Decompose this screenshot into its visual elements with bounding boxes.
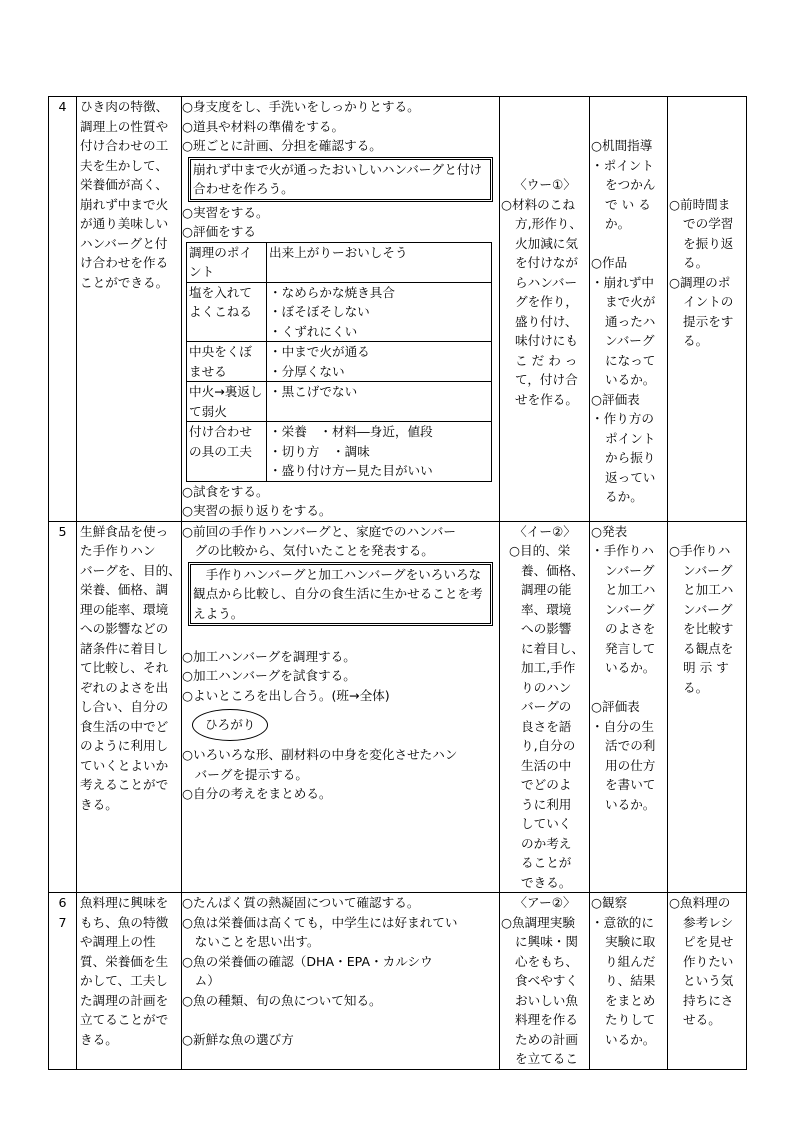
table-row [187,342,492,382]
point-cell: 中火→裏返して弱火 [187,382,267,422]
point-cell: 付け合わせの具の工夫 [187,422,267,482]
step-number: 6 7 [49,893,77,1070]
table-row-6-7 [49,893,747,1070]
items-cell: ・中まで火が通る ・分厚くない [267,342,492,382]
evaluation-cell: ○観察 ・意欲的に 実験に取 り組んだ り、結果 をまとめ たりして いるか。 [590,893,668,1070]
support-cell: ○前時間ま での学習 を振り返 る。 ○調理のポ イントの 提示をす る。 [668,97,747,522]
lesson-goal-box: 崩れず中まで火が通ったおいしいハンバーグと付け合わせを作ろう。 [188,157,493,202]
table-row-5 [49,521,747,893]
evaluation-table [186,242,492,482]
table-row [187,242,492,282]
evaluation-cell: ○机間指導 ・ポイント をつかん で い る か。 ○作品 ・崩れず中 まで火が 通ったハ ンバーグ になって いるか。 ○評価表 ・作り方の ポイント から振り 返ってい るか。 [590,97,668,522]
point-cell: 塩を入れてよくこねる [187,282,267,342]
hirogari-bubble: ひろがり [192,709,268,741]
evaluation-cell: ○発表 ・手作りハ ンバーグ と加工ハ ンバーグ のよさを 発言して いるか。 ○評価表 ・自分の生 活での利 用の仕方 を書いて いるか。 [590,521,668,893]
aim-cell: ひき肉の特徴、 調理上の性質や 付け合わせの工 夫を生かして、 栄養価が高く、 崩れず中まで火 が通り美味しい ハンバーグと付 け合わせを作る ことができる。 [77,97,182,522]
items-cell: ・なめらかな焼き具合 ・ぼそぼそしない ・くずれにくい [267,282,492,342]
header-point: 調理のポイント [187,242,267,282]
table-row [187,382,492,422]
table-row-4 [49,97,747,522]
header-result: 出来上がりーおいしそう [267,242,492,282]
viewpoint-cell: 〈イー②〉 ○目的、栄 養、価格、 調理の能 率、環境 への影響 に着目し、 加工,手作 りのハン バーグの 良さを語 り,自分の 生活の中 でどのよ うに利用 していく のか考え ることが できる。 [500,521,590,893]
table-row [187,422,492,482]
step-number: 5 [49,521,77,893]
point-cell: 中央をくぼませる [187,342,267,382]
lesson-plan-table [48,96,747,1070]
aim-cell: 生鮮食品を使っ た手作りハン バーグを、目的、 栄養、価格、調 理の能率、環境 への影響などの 諸条件に着目し て比較し、それ ぞれのよさを出 し合い、自分の 食生活の中でど のように利用し ていくとよいか 考えることがで きる。 [77,521,182,893]
items-cell: ・栄養 ・材料―身近，値段 ・切り方 ・調味 ・盛り付け方ー見た目がいい [267,422,492,482]
activity-cell: ○身支度をし、手洗いをしっかりとする。 ○道具や材料の準備をする。 ○班ごとに計画、分担を確認する。 崩れず中まで火が通ったおいしいハンバーグと付け合わせを作ろう。 ○実習をする。 ○評価をする 調理のポイント 出来上がりーおいしそう 塩を入れてよくこねる ・なめらかな焼き具合 ・ぼそぼそしない ・くずれにくい 中央をくぼませる ・中まで火が通る ・分厚くない 中火→裏返して弱火 ・黒こげでない 付け合わせの具の工夫 ・栄養 ・材料―身近，値段 ・切り方 ・調味 ・盛り付け方ー見た目がいい ○試食をする。 ○実習の振り返りをする。 [182,97,500,522]
support-cell: ○魚料理の 参考レシ ピを見せ 作りたい という気 持ちにさ せる。 [668,893,747,1070]
items-cell: ・黒こげでない [267,382,492,422]
step-number: 4 [49,97,77,522]
activity-cell: ○前回の手作りハンバーグと、家庭でのハンバー グの比較から、気付いたことを発表する。 手作りハンバーグと加工ハンバーグをいろいろな観点から比較し、自分の食生活に生かせることを考えよう。 ○加工ハンバーグを調理する。 ○加工ハンバーグを試食する。 ○よいところを出し合う。(班→全体) ひろがり ○いろいろな形、副材料の中身を変化させたハン バーグを提示する。 ○自分の考えをまとめる。 [182,521,500,893]
activity-cell: ○たんぱく質の熱凝固について確認する。 ○魚は栄養価は高くても，中学生には好まれてい ないことを思い出す。 ○魚の栄養価の確認（DHA・EPA・カルシウ ム） ○魚の種類、旬の魚について知る。 ○新鮮な魚の選び方 [182,893,500,1070]
viewpoint-cell: 〈アー②〉 ○魚調理実験 に興味・関 心をもち、 食べやすく おいしい魚 料理を作る ための計画 を立てるこ [500,893,590,1070]
viewpoint-cell: 〈ウー①〉 ○材料のこね 方,形作り、 火加減に気 を付けなが らハンバー グを作り， 盛り付け、 味付けにも こ だ わ っ て，付け合 せを作る。 [500,97,590,522]
table-row [187,282,492,342]
aim-cell: 魚料理に興味を もち、魚の特徴 や調理上の性 質、栄養価を生 かして、工夫し た調理の計画を 立てることがで きる。 [77,893,182,1070]
lesson-goal-box: 手作りハンバーグと加工ハンバーグをいろいろな観点から比較し、自分の食生活に生かせることを考えよう。 [188,562,493,627]
support-cell: ○手作りハ ンバーグ と加工ハ ンバーグ を比較す る観点を 明 示 す る。 [668,521,747,893]
